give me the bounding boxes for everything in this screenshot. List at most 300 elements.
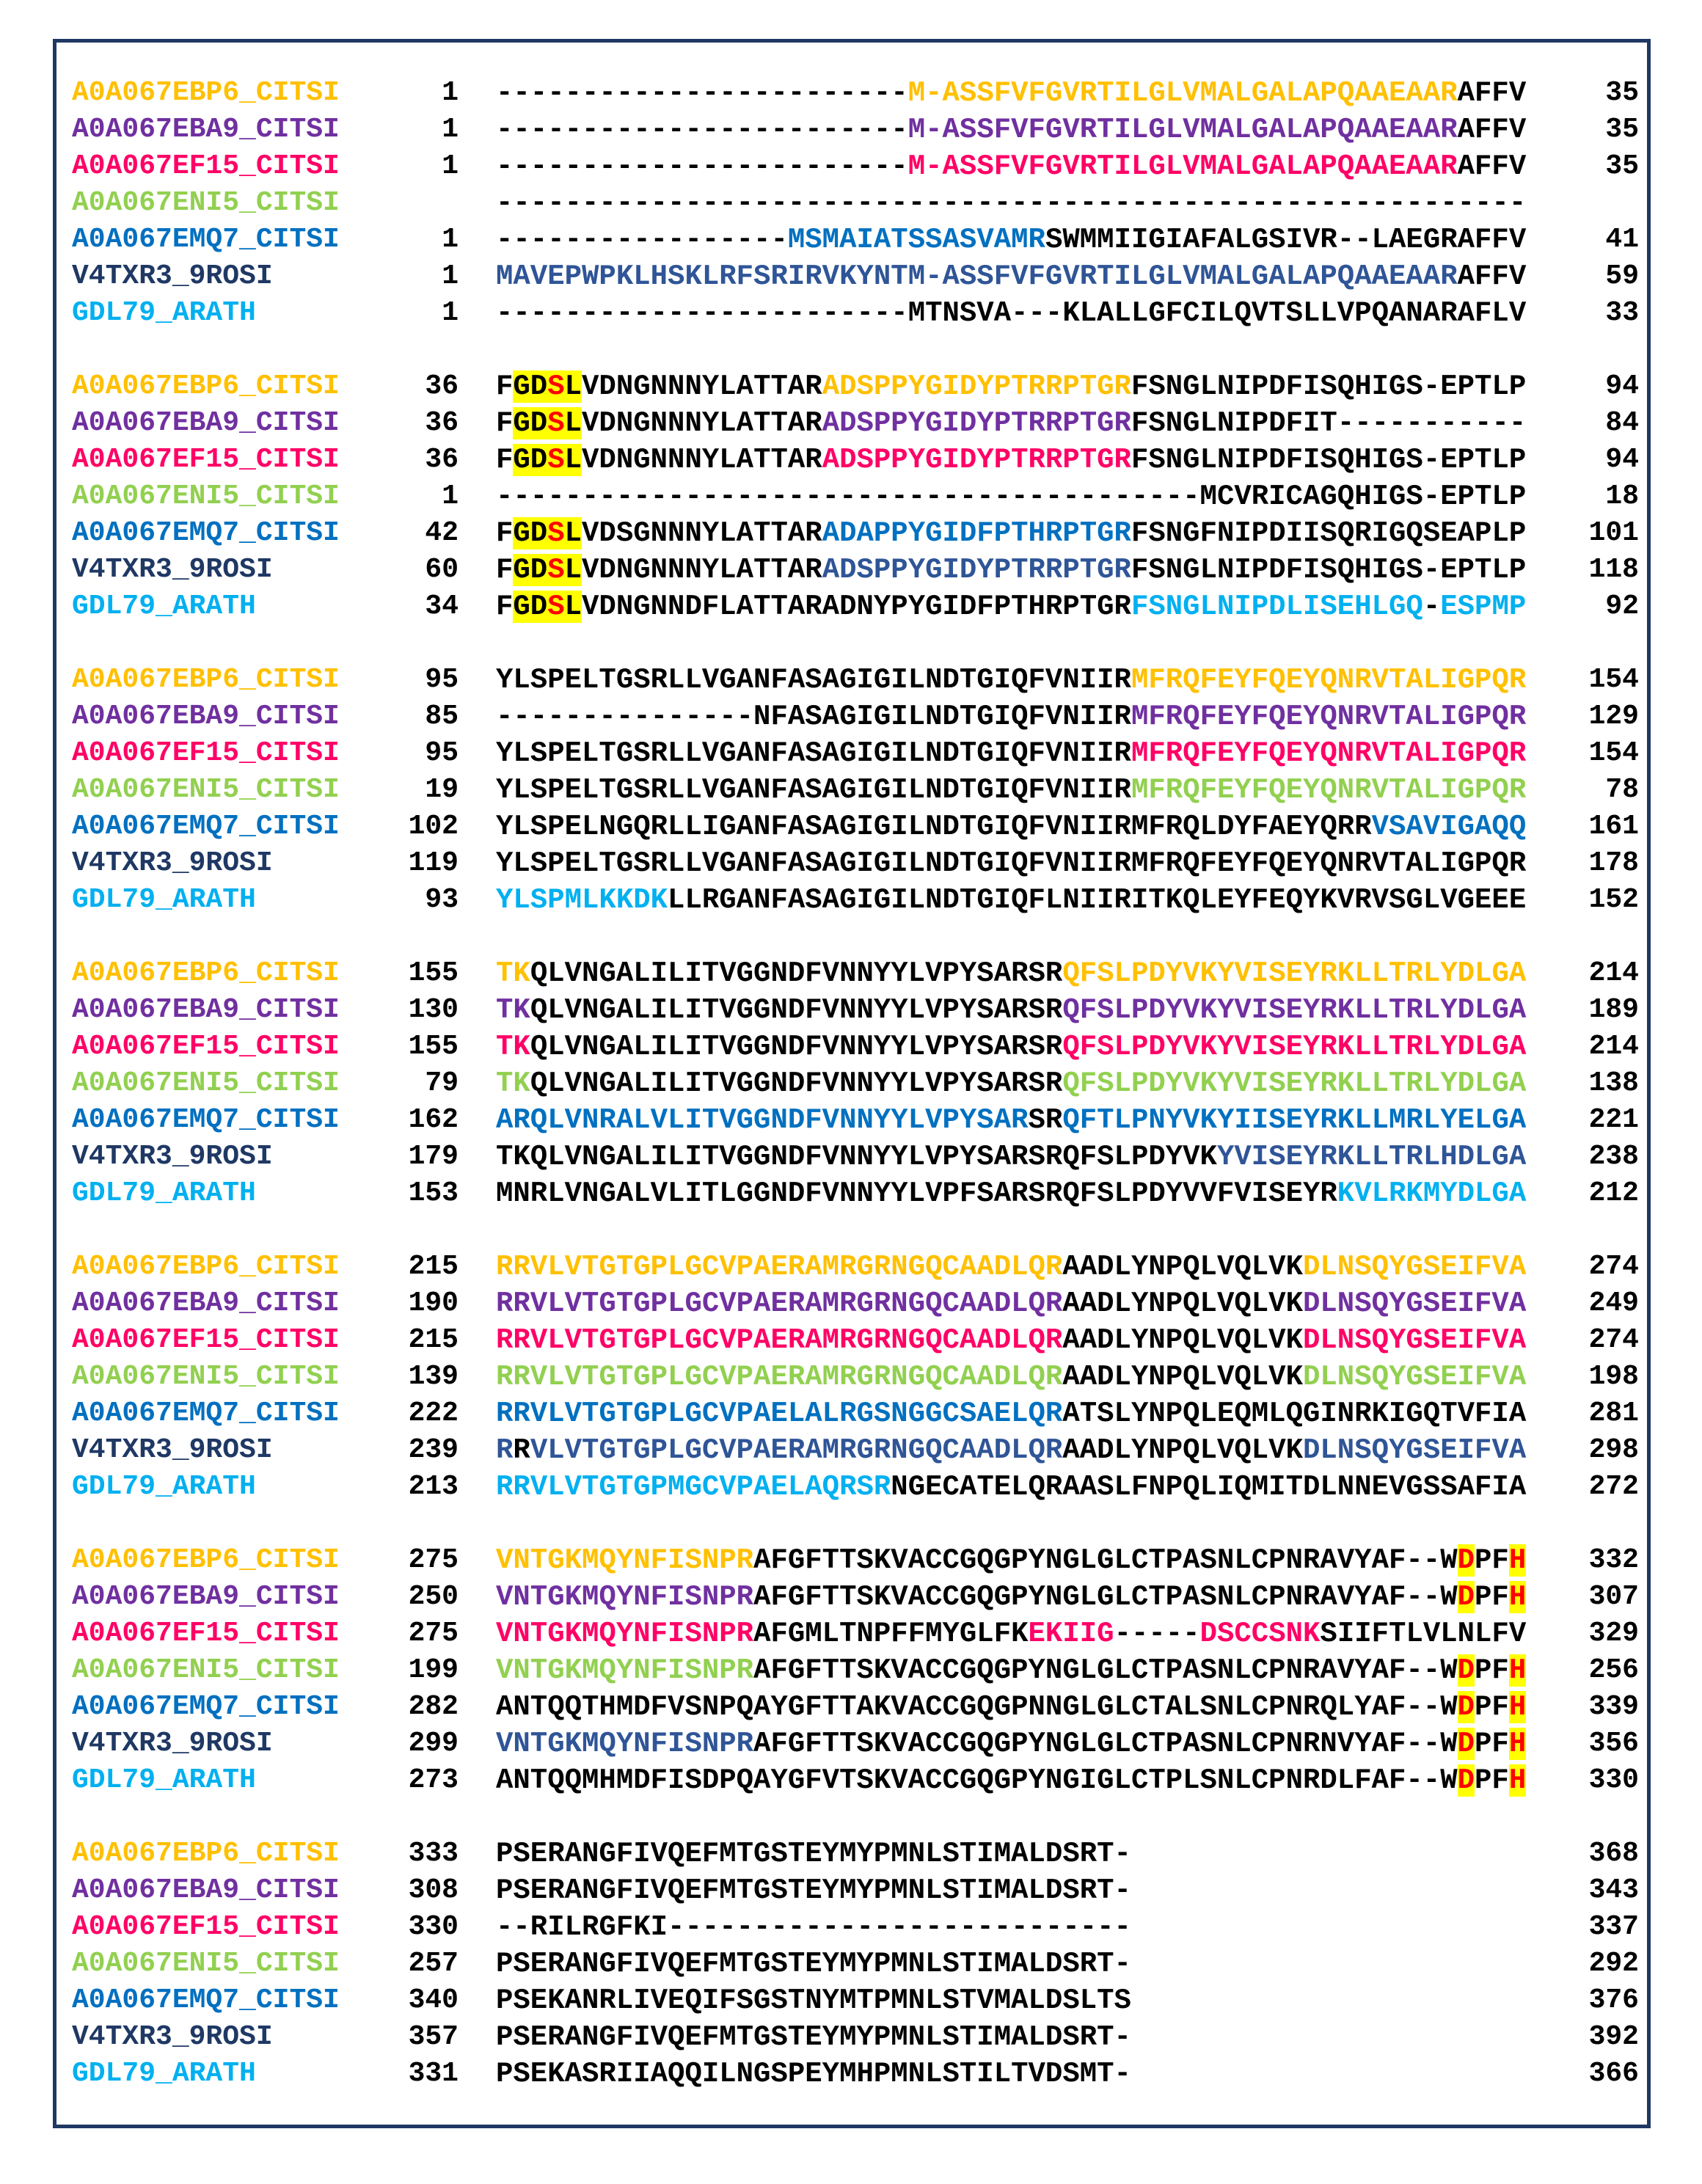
conserved-motif-highlight: L (564, 517, 582, 549)
residues: VDSGNNNYLATTAR (582, 517, 822, 549)
sequence-segment-line (496, 2019, 1131, 2056)
conserved-motif-highlight: L (564, 444, 582, 476)
conserved-motif-highlight: S (547, 407, 565, 439)
sequence-segment-line (496, 1836, 1131, 1872)
sequence-segment-line (496, 808, 1526, 845)
residues: PF (1475, 1764, 1509, 1797)
start-position: 275 (408, 1618, 459, 1649)
end-position: 368 (1588, 1838, 1639, 1869)
start-position: 1 (442, 77, 459, 109)
end-position: 272 (1588, 1471, 1639, 1502)
end-position: 178 (1588, 847, 1639, 879)
start-position: 250 (408, 1581, 459, 1613)
start-position: 282 (408, 1691, 459, 1723)
sequence-name: A0A067EBA9_CITSI (72, 114, 340, 145)
end-position: 212 (1588, 1177, 1639, 1209)
end-position: 281 (1588, 1398, 1639, 1429)
start-position: 1 (442, 114, 459, 145)
sequence-name: V4TXR3_9ROSI (72, 1434, 273, 1466)
colored-region: MSMAIATSSASVAMR (787, 224, 1045, 256)
conserved-motif-highlight: L (564, 554, 582, 586)
alignment-row (0, 515, 1702, 552)
residues: FSNGLNIPDFIT----------- (1131, 407, 1527, 439)
start-position: 79 (425, 1067, 459, 1099)
sequence-name: A0A067EBP6_CITSI (72, 1838, 340, 1869)
start-position: 93 (425, 884, 459, 916)
end-position: 337 (1588, 1911, 1639, 1943)
sequence-name: A0A067EF15_CITSI (72, 737, 340, 769)
start-position: 60 (425, 554, 459, 585)
conserved-motif-highlight: H (1508, 1691, 1527, 1723)
colored-region: KVLRKMYDLGA (1337, 1177, 1527, 1210)
start-position: 19 (425, 774, 459, 806)
sequence-segment-line (496, 1542, 1526, 1579)
sequence-segment-line (496, 1946, 1131, 1982)
sequence-segment-line (496, 1029, 1526, 1065)
sequence-name: GDL79_ARATH (72, 1177, 256, 1209)
residues: FSNGFNIPDIISQRIGQSEAPLP (1131, 517, 1527, 549)
alignment-row (0, 1395, 1702, 1432)
alignment-row (0, 1872, 1702, 1909)
colored-region: RRVLVTGTGPMGCVPAELAQRSR (496, 1471, 891, 1503)
residues: PF (1475, 1691, 1509, 1723)
start-position: 95 (425, 664, 459, 695)
sequence-name: A0A067EF15_CITSI (72, 1911, 340, 1943)
start-position: 179 (408, 1141, 459, 1172)
residues: YLSPELTGSRLLVGANFASAGIGILNDTGIQFVNIIRMFRQFEYFQEYQNRVTALIGPQR (496, 847, 1527, 880)
residues: PF (1475, 1654, 1509, 1687)
start-position: 36 (425, 407, 459, 439)
conserved-motif-highlight: H (1508, 1764, 1527, 1797)
sequence-segment-line (496, 845, 1526, 882)
colored-region: ADSPPYGIDYPTRRPTGR (822, 407, 1131, 439)
colored-region: QFSLPDYVKYVISEYRKLLTRLYDLGA (1062, 1067, 1527, 1100)
end-position: 198 (1588, 1361, 1639, 1392)
conserved-motif-highlight: D (1457, 1581, 1475, 1613)
sequence-segment-line (496, 552, 1526, 588)
sequence-segment-line (496, 735, 1526, 772)
alignment-row (0, 442, 1702, 478)
residues: F (496, 407, 514, 439)
sequence-segment-line (496, 1322, 1526, 1359)
residues: PF (1475, 1728, 1509, 1760)
end-position: 214 (1588, 957, 1639, 989)
start-position: 190 (408, 1288, 459, 1319)
sequence-name: A0A067EBP6_CITSI (72, 957, 340, 989)
colored-region: ADAPPYGIDFPTHRPTGR (822, 517, 1131, 549)
colored-region: VNTGKMQYNFISNPR (496, 1728, 754, 1760)
residues: QLVNGALILITVGGNDFVNNYYLVPYSARSR (530, 957, 1063, 990)
alignment-row (0, 845, 1702, 882)
alignment-row (0, 75, 1702, 112)
end-position: 249 (1588, 1288, 1639, 1319)
sequence-name: GDL79_ARATH (72, 1471, 256, 1502)
colored-region: MFRQFEYFQEYQNRVTALIGPQR (1131, 737, 1527, 770)
residues: AADLYNPQLVQLVK (1062, 1434, 1303, 1467)
end-position: 154 (1588, 664, 1639, 695)
colored-region: VSAVIGAQQ (1371, 811, 1527, 843)
colored-region: ADSPPYGIDYPTRRPTGR (822, 370, 1131, 403)
sequence-name: GDL79_ARATH (72, 297, 256, 329)
residues: AADLYNPQLVQLVK (1062, 1251, 1303, 1283)
residues: QLVNGALILITVGGNDFVNNYYLVPYSARSR (530, 994, 1063, 1026)
end-position: 138 (1588, 1067, 1639, 1099)
alignment-row (0, 295, 1702, 332)
sequence-name: A0A067ENI5_CITSI (72, 187, 340, 219)
sequence-name: A0A067EBP6_CITSI (72, 664, 340, 695)
alignment-block (0, 75, 1702, 332)
conserved-motif-highlight: L (564, 370, 582, 403)
residues: VDNGNNNYLATTAR (582, 407, 822, 439)
conserved-motif-highlight: GD (513, 407, 548, 439)
start-position: 34 (425, 591, 459, 622)
conserved-motif-highlight: H (1508, 1654, 1527, 1687)
start-position: 36 (425, 370, 459, 402)
alignment-row (0, 2019, 1702, 2056)
sequence-name: A0A067ENI5_CITSI (72, 481, 340, 512)
conserved-motif-highlight: GD (513, 444, 548, 476)
start-position: 215 (408, 1324, 459, 1356)
end-position: 274 (1588, 1324, 1639, 1356)
residues: PSERANGFIVQEFMTGSTEYMYPMNLSTIMALDSRT- (496, 1948, 1131, 1980)
colored-region: ADSPPYGIDYPTRRPTGR (822, 554, 1131, 586)
residues: TKQLVNGALILITVGGNDFVNNYYLVPYSARSRQFSLPDYVK (496, 1141, 1217, 1173)
sequence-segment-line (496, 1725, 1526, 1762)
alignment-block (0, 955, 1702, 1212)
end-position: 343 (1588, 1874, 1639, 1906)
residues: ------------------------ (496, 114, 908, 146)
start-position: 130 (408, 994, 459, 1026)
start-position: 215 (408, 1251, 459, 1282)
alignment-row (0, 1615, 1702, 1652)
sequence-segment-line (496, 1139, 1526, 1175)
end-position: 256 (1588, 1654, 1639, 1686)
alignment-row (0, 955, 1702, 992)
sequence-name: A0A067ENI5_CITSI (72, 1948, 340, 1979)
end-position: 307 (1588, 1581, 1639, 1613)
alignment-row (0, 808, 1702, 845)
sequence-segment-line (496, 1102, 1526, 1139)
sequence-segment-line (496, 882, 1526, 918)
colored-region: DLNSQYGSEIFVA (1302, 1251, 1527, 1283)
residues: R (513, 1434, 530, 1467)
colored-region: M-ASSFVFGVRTILGLVMALGALAPQAAEAAR (907, 114, 1458, 146)
colored-region: DLNSQYGSEIFVA (1302, 1288, 1527, 1320)
residues: PSEKASRIIAQQILNGSPEYMHPMNLSTILTVDSMT- (496, 2058, 1131, 2090)
conserved-motif-highlight: L (564, 591, 582, 623)
alignment-row (0, 1469, 1702, 1505)
start-position: 331 (408, 2058, 459, 2089)
residues: F (496, 370, 514, 403)
sequence-segment-line (496, 442, 1526, 478)
sequence-name: A0A067EBA9_CITSI (72, 1874, 340, 1906)
residues: AADLYNPQLVQLVK (1062, 1324, 1303, 1356)
residues: AADLYNPQLVQLVK (1062, 1288, 1303, 1320)
residues: ---------------NFASAGIGILNDTGIQFVNIIR (496, 701, 1131, 733)
alignment-row (0, 2056, 1702, 2092)
sequence-segment-line (496, 185, 1526, 222)
end-position: 238 (1588, 1141, 1639, 1172)
residues: PSERANGFIVQEFMTGSTEYMYPMNLSTIMALDSRT- (496, 2021, 1131, 2053)
residues: ------------------------MTNSVA---KLALLGFCILQVTSLLVPQANARAFLV (496, 297, 1527, 329)
sequence-name: A0A067EBA9_CITSI (72, 994, 340, 1026)
colored-region: QFSLPDYVKYVISEYRKLLTRLYDLGA (1062, 994, 1527, 1026)
start-position: 257 (408, 1948, 459, 1979)
end-position: 84 (1605, 407, 1639, 439)
conserved-motif-highlight: D (1457, 1728, 1475, 1760)
alignment-row (0, 1285, 1702, 1322)
alignment-block (0, 1249, 1702, 1505)
residues: YLSPELNGQRLLIGANFASAGIGILNDTGIQFVNIIRMFRQLDYFAEYQRR (496, 811, 1372, 843)
residues: SIIFTLVLNLFV (1320, 1618, 1527, 1650)
sequence-name: A0A067EF15_CITSI (72, 150, 340, 182)
start-position: 102 (408, 811, 459, 842)
sequence-name: A0A067EF15_CITSI (72, 1618, 340, 1649)
end-position: 356 (1588, 1728, 1639, 1759)
alignment-row (0, 405, 1702, 442)
conserved-motif-highlight: D (1457, 1764, 1475, 1797)
residues: AFFV (1457, 77, 1527, 109)
end-position: 332 (1588, 1544, 1639, 1576)
start-position: 357 (408, 2021, 459, 2053)
start-position: 1 (442, 224, 459, 255)
alignment-row (0, 1689, 1702, 1725)
colored-region: VNTGKMQYNFISNPR (496, 1618, 754, 1650)
alignment-row (0, 588, 1702, 625)
start-position: 299 (408, 1728, 459, 1759)
end-position: 41 (1605, 224, 1639, 255)
residues: QLVNGALILITVGGNDFVNNYYLVPYSARSR (530, 1067, 1063, 1100)
alignment-row (0, 1065, 1702, 1102)
residues: MNRLVNGALVLITLGGNDFVNNYYLVPFSARSRQFSLPDYVVFVISEYR (496, 1177, 1337, 1210)
sequence-name: V4TXR3_9ROSI (72, 1141, 273, 1172)
sequence-name: A0A067EMQ7_CITSI (72, 1104, 340, 1136)
alignment-row (0, 112, 1702, 148)
sequence-segment-line (496, 258, 1526, 295)
end-position: 189 (1588, 994, 1639, 1026)
sequence-name: A0A067EMQ7_CITSI (72, 224, 340, 255)
residues: AFFV (1457, 260, 1527, 293)
start-position: 155 (408, 957, 459, 989)
residues: VDNGNNNYLATTAR (582, 554, 822, 586)
alignment-block (0, 662, 1702, 918)
sequence-name: V4TXR3_9ROSI (72, 2021, 273, 2053)
colored-region: MFRQFEYFQEYQNRVTALIGPQR (1131, 774, 1527, 806)
conserved-motif-highlight: L (564, 407, 582, 439)
sequence-name: A0A067EBP6_CITSI (72, 77, 340, 109)
colored-region: QFSLPDYVKYVISEYRKLLTRLYDLGA (1062, 957, 1527, 990)
residues: NGECATELQRAASLFNPQLIQMITDLNNEVGSSAFIA (891, 1471, 1527, 1503)
colored-region: M-ASSFVFGVRTILGLVMALGALAPQAAEAAR (907, 150, 1458, 183)
end-position: 35 (1605, 150, 1639, 182)
colored-region: ARQLVNRALVLITVGGNDFVNNYYLVPYSAR (496, 1104, 1029, 1136)
colored-region: VNTGKMQYNFISNPR (496, 1544, 754, 1577)
colored-region: FSNGLNIPDLISEHLGQ (1131, 591, 1423, 623)
end-position: 329 (1588, 1618, 1639, 1649)
alignment-row (0, 1359, 1702, 1395)
sequence-segment-line (496, 1872, 1131, 1909)
sequence-segment-line (496, 772, 1526, 808)
sequence-segment-line (496, 112, 1526, 148)
colored-region: MFRQFEYFQEYQNRVTALIGPQR (1131, 664, 1527, 696)
sequence-name: GDL79_ARATH (72, 2058, 256, 2089)
alignment-row (0, 1762, 1702, 1799)
alignment-row (0, 1542, 1702, 1579)
sequence-segment-line (496, 405, 1526, 442)
sequence-name: A0A067EBA9_CITSI (72, 701, 340, 732)
conserved-motif-highlight: S (547, 444, 565, 476)
alignment-row (0, 1249, 1702, 1285)
sequence-name: A0A067ENI5_CITSI (72, 1361, 340, 1392)
start-position: 119 (408, 847, 459, 879)
sequence-name: A0A067EMQ7_CITSI (72, 1398, 340, 1429)
end-position: 59 (1605, 260, 1639, 292)
conserved-motif-highlight: S (547, 591, 565, 623)
end-position: 152 (1588, 884, 1639, 916)
residues: FSNGLNIPDFISQHIGS-EPTLP (1131, 370, 1527, 403)
sequence-segment-line (496, 295, 1526, 332)
colored-region: ADSPPYGIDYPTRRPTGR (822, 444, 1131, 476)
alignment-row (0, 992, 1702, 1029)
alignment-row (0, 258, 1702, 295)
colored-region: YVISEYRKLLTRLHDLGA (1216, 1141, 1527, 1173)
alignment-row (0, 1946, 1702, 1982)
end-position: 274 (1588, 1251, 1639, 1282)
alignment-block (0, 368, 1702, 625)
sequence-segment-line (496, 1285, 1526, 1322)
colored-region: VLVTGTGPLGCVPAERAMRGRNGQCAADLQR (530, 1434, 1063, 1467)
colored-region: RRVLVTGTGPLGCVPAERAMRGRNGQCAADLQR (496, 1324, 1063, 1356)
residues: ANTQQTHMDFVSNPQAYGFTTAKVACCGQGPNNGLGLCTALSNLCPNRQLYAF--W (496, 1691, 1458, 1723)
sequence-segment-line (496, 222, 1526, 258)
residues: ------------------------ (496, 77, 908, 109)
sequence-name: A0A067ENI5_CITSI (72, 1654, 340, 1686)
end-position: 92 (1605, 591, 1639, 622)
end-position: 94 (1605, 444, 1639, 475)
alignment-row (0, 1579, 1702, 1615)
alignment-row (0, 478, 1702, 515)
conserved-motif-highlight: H (1508, 1728, 1527, 1760)
alignment-block (0, 1542, 1702, 1799)
colored-region: RRVLVTGTGPLGCVPAERAMRGRNGQCAADLQR (496, 1361, 1063, 1393)
residues: PSERANGFIVQEFMTGSTEYMYPMNLSTIMALDSRT- (496, 1838, 1131, 1870)
sequence-segment-line (496, 698, 1526, 735)
sequence-segment-line (496, 1249, 1526, 1285)
end-position: 221 (1588, 1104, 1639, 1136)
sequence-segment-line (496, 1395, 1526, 1432)
residues: ----------------- (496, 224, 788, 256)
conserved-motif-highlight: S (547, 554, 565, 586)
conserved-motif-highlight: S (547, 370, 565, 403)
colored-region: DLNSQYGSEIFVA (1303, 1434, 1527, 1467)
start-position: 340 (408, 1984, 459, 2016)
sequence-name: A0A067EMQ7_CITSI (72, 811, 340, 842)
residues: F (496, 444, 514, 476)
sequence-segment-line (496, 1579, 1526, 1615)
end-position: 94 (1605, 370, 1639, 402)
end-position: 292 (1588, 1948, 1639, 1979)
colored-region: EKIIG (1028, 1618, 1114, 1650)
alignment-row (0, 1909, 1702, 1946)
sequence-name: A0A067EF15_CITSI (72, 1031, 340, 1062)
start-position: 162 (408, 1104, 459, 1136)
residues: F (496, 554, 514, 586)
sequence-segment-line (496, 1615, 1526, 1652)
sequence-name: A0A067EBA9_CITSI (72, 407, 340, 439)
colored-region: MFRQFEYFQEYQNRVTALIGPQR (1131, 701, 1527, 733)
residues: PSEKANRLIVEQIFSGSTNYMTPMNLSTVMALDSLTS (496, 1984, 1131, 2017)
start-position: 42 (425, 517, 459, 549)
end-position: 129 (1588, 701, 1639, 732)
alignment-row (0, 552, 1702, 588)
residues: AFFV (1457, 150, 1527, 183)
residues: AFGFTTSKVACCGQGPYNGLGLCTPASNLCPNRAVYAF--W (753, 1654, 1458, 1687)
residues: - (1422, 591, 1441, 623)
sequence-segment-line (496, 2056, 1131, 2092)
colored-region: DLNSQYGSEIFVA (1302, 1361, 1527, 1393)
residues: AFGFTTSKVACCGQGPYNGLGLCTPASNLCPNRAVYAF--W (753, 1581, 1458, 1613)
residues: F (496, 591, 514, 623)
end-position: 161 (1588, 811, 1639, 842)
residues: ATSLYNPQLEQMLQGINRKIGQTVFIA (1062, 1398, 1527, 1430)
start-position: 213 (408, 1471, 459, 1502)
sequence-name: A0A067EF15_CITSI (72, 1324, 340, 1356)
sequence-name: GDL79_ARATH (72, 1764, 256, 1796)
sequence-name: A0A067ENI5_CITSI (72, 1067, 340, 1099)
end-position: 18 (1605, 481, 1639, 512)
sequence-segment-line (496, 1982, 1131, 2019)
sequence-segment-line (496, 1689, 1526, 1725)
alignment-row (0, 185, 1702, 222)
alignment-block (0, 1836, 1702, 2092)
alignment-row (0, 1836, 1702, 1872)
sequence-name: A0A067EMQ7_CITSI (72, 517, 340, 549)
conserved-motif-highlight: D (1457, 1544, 1475, 1577)
residues: PSERANGFIVQEFMTGSTEYMYPMNLSTIMALDSRT- (496, 1874, 1131, 1907)
residues: YLSPELTGSRLLVGANFASAGIGILNDTGIQFVNIIR (496, 774, 1131, 806)
residues: -----------------------------------------MCVRICAGQHIGS-EPTLP (496, 481, 1527, 513)
residues: LLRGANFASAGIGILNDTGIQFLNIIRITKQLEYFEQYKVRVSGLVGEEE (668, 884, 1527, 916)
sequence-segment-line (496, 515, 1526, 552)
alignment-row (0, 1725, 1702, 1762)
residues: YLSPELTGSRLLVGANFASAGIGILNDTGIQFVNIIR (496, 664, 1131, 696)
start-position: 153 (408, 1177, 459, 1209)
end-position: 118 (1588, 554, 1639, 585)
sequence-name: A0A067EBP6_CITSI (72, 1544, 340, 1576)
alignment-row (0, 1652, 1702, 1689)
residues: AFGFTTSKVACCGQGPYNGLGLCTPASNLCPNRNVYAF--W (753, 1728, 1458, 1760)
sequence-name: A0A067EBA9_CITSI (72, 1288, 340, 1319)
sequence-name: A0A067EBP6_CITSI (72, 370, 340, 402)
start-position: 155 (408, 1031, 459, 1062)
start-position: 95 (425, 737, 459, 769)
colored-region: QFTLPNYVKYIISEYRKLLMRLYELGA (1062, 1104, 1527, 1136)
residues: PF (1475, 1581, 1509, 1613)
sequence-name: A0A067EMQ7_CITSI (72, 1691, 340, 1723)
sequence-segment-line (496, 1065, 1526, 1102)
alignment-row (0, 1102, 1702, 1139)
sequence-segment-line (496, 955, 1526, 992)
sequence-segment-line (496, 148, 1526, 185)
start-position: 333 (408, 1838, 459, 1869)
end-position: 154 (1588, 737, 1639, 769)
residues: AFGFTTSKVACCGQGPYNGLGLCTPASNLCPNRAVYAF--W (753, 1544, 1458, 1577)
residues: ----- (1114, 1618, 1200, 1650)
start-position: 330 (408, 1911, 459, 1943)
residues: FSNGLNIPDFISQHIGS-EPTLP (1131, 444, 1527, 476)
alignment-row (0, 772, 1702, 808)
residues: AFFV (1457, 114, 1527, 146)
